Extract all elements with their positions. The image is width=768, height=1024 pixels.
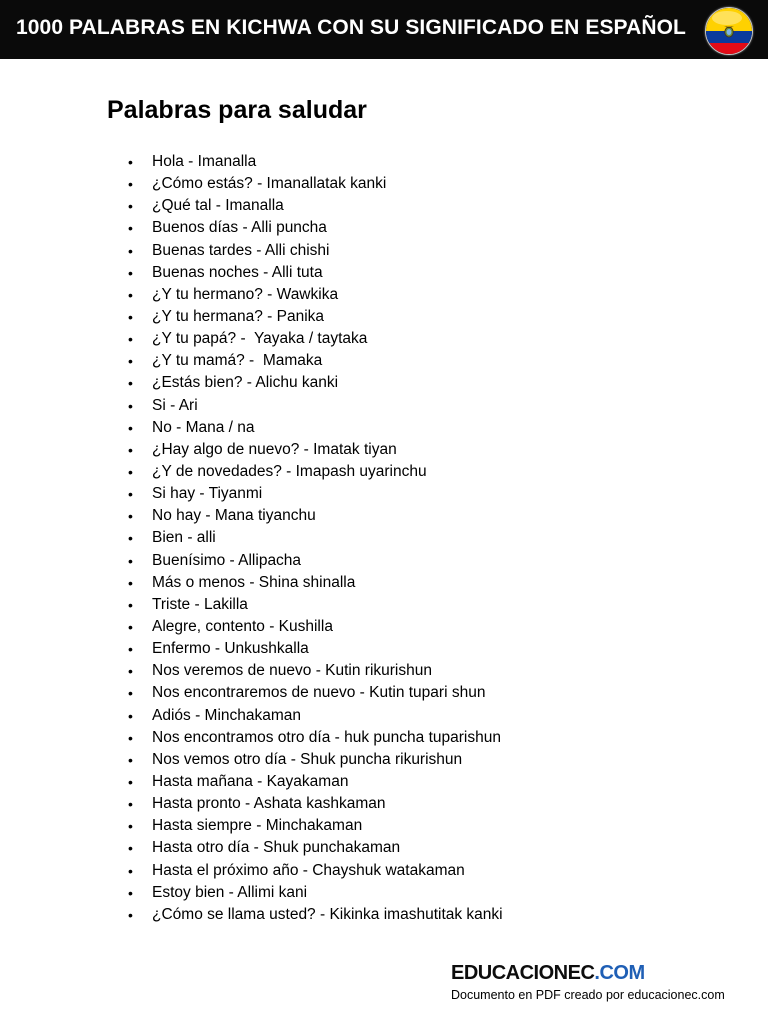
bullet-point: • xyxy=(128,796,133,813)
list-item xyxy=(128,727,503,749)
footer-caption: Documento en PDF creado por educacionec.com xyxy=(451,988,725,1002)
bullet-point: • xyxy=(128,663,133,680)
bullet-point: • xyxy=(128,331,133,348)
list-item xyxy=(128,173,503,195)
list-item-text: Buenas noches - Alli tuta xyxy=(152,263,323,281)
list-item-text: Bien - alli xyxy=(152,529,216,547)
bullet-point: • xyxy=(128,618,133,635)
list-item xyxy=(128,306,503,328)
list-item xyxy=(128,217,503,239)
bullet-point: • xyxy=(128,641,133,658)
list-item-text: Nos veremos de nuevo - Kutin rikurishun xyxy=(152,662,432,680)
bullet-point: • xyxy=(128,220,133,237)
page-title: 1000 PALABRAS EN KICHWA CON SU SIGNIFICADO EN ESPAÑOL xyxy=(16,16,686,39)
bullet-point: • xyxy=(128,486,133,503)
bullet-point: • xyxy=(128,530,133,547)
list-item-text: Triste - Lakilla xyxy=(152,595,248,613)
ecuador-flag-icon xyxy=(705,7,753,55)
bullet-point: • xyxy=(128,707,133,724)
list-item-text: ¿Y de novedades? - Imapash uyarinchu xyxy=(152,462,427,480)
bullet-point: • xyxy=(128,685,133,702)
list-item-text: ¿Cómo se llama usted? - Kikinka imashutitak kanki xyxy=(152,905,503,923)
list-item xyxy=(128,749,503,771)
bullet-point: • xyxy=(128,353,133,370)
list-item xyxy=(128,771,503,793)
list-item xyxy=(128,793,503,815)
list-item-text: Si hay - Tiyanmi xyxy=(152,485,263,503)
list-item xyxy=(128,505,503,527)
bullet-point: • xyxy=(128,596,133,613)
list-item xyxy=(128,550,503,572)
bullet-point: • xyxy=(128,176,133,193)
list-item-text: Más o menos - Shina shinalla xyxy=(152,573,356,591)
list-item-text: Hasta siempre - Minchakaman xyxy=(152,817,363,835)
list-item xyxy=(128,350,503,372)
list-item xyxy=(128,882,503,904)
list-item-text: ¿Y tu hermana? - Panika xyxy=(152,307,325,325)
bullet-point: • xyxy=(128,884,133,901)
bullet-point: • xyxy=(128,840,133,857)
bullet-point: • xyxy=(128,751,133,768)
bullet-point: • xyxy=(128,198,133,215)
list-item-text: Nos encontraremos de nuevo - Kutin tupari shun xyxy=(152,684,486,702)
list-item-text: Buenísimo - Allipacha xyxy=(152,551,302,569)
list-item xyxy=(128,904,503,926)
list-item-text: Buenos días - Alli puncha xyxy=(152,219,327,237)
bullet-point: • xyxy=(128,729,133,746)
list-item xyxy=(128,616,503,638)
list-item xyxy=(128,638,503,660)
bullet-point: • xyxy=(128,242,133,259)
list-item-text: Alegre, contento - Kushilla xyxy=(152,617,333,635)
list-item-text: Estoy bien - Allimi kani xyxy=(152,883,308,901)
list-item-text: ¿Qué tal - Imanalla xyxy=(152,197,284,215)
list-item xyxy=(128,682,503,704)
list-item xyxy=(128,240,503,262)
list-item-text: ¿Y tu papá? - Yayaka / taytaka xyxy=(152,330,368,348)
bullet-point: • xyxy=(128,286,133,303)
bullet-point: • xyxy=(128,264,133,281)
vocabulary-list xyxy=(128,151,503,926)
list-item-text: Hasta el próximo año - Chayshuk watakaman xyxy=(152,861,465,879)
bullet-point: • xyxy=(128,397,133,414)
list-item-text: ¿Cómo estás? - Imanallatak kanki xyxy=(152,175,387,193)
list-item xyxy=(128,395,503,417)
list-item-text: Enfermo - Unkushkalla xyxy=(152,640,309,658)
list-item xyxy=(128,372,503,394)
list-item xyxy=(128,815,503,837)
logo-tld-text: .COM xyxy=(594,962,645,984)
list-item-text: No - Mana / na xyxy=(152,418,255,436)
list-item-text: ¿Y tu hermano? - Wawkika xyxy=(152,285,339,303)
list-item-text: Hasta mañana - Kayakaman xyxy=(152,772,349,790)
list-item xyxy=(128,417,503,439)
list-item-text: No hay - Mana tiyanchu xyxy=(152,507,316,525)
list-item xyxy=(128,572,503,594)
logo-main-text: EDUCACIONEC xyxy=(451,962,595,984)
list-item xyxy=(128,660,503,682)
bullet-point: • xyxy=(128,552,133,569)
list-item-text: Buenas tardes - Alli chishi xyxy=(152,241,330,259)
list-item-text: Hasta pronto - Ashata kashkaman xyxy=(152,795,386,813)
bullet-point: • xyxy=(128,463,133,480)
bullet-point: • xyxy=(128,419,133,436)
list-item xyxy=(128,439,503,461)
list-item-text: ¿Hay algo de nuevo? - Imatak tiyan xyxy=(152,440,397,458)
list-item-text: Hasta otro día - Shuk punchakaman xyxy=(152,839,401,857)
section-title: Palabras para saludar xyxy=(107,96,367,124)
list-item xyxy=(128,527,503,549)
list-item xyxy=(128,461,503,483)
bullet-point: • xyxy=(128,906,133,923)
list-item xyxy=(128,328,503,350)
list-item xyxy=(128,594,503,616)
bullet-point: • xyxy=(128,818,133,835)
list-item xyxy=(128,195,503,217)
list-item xyxy=(128,284,503,306)
list-item xyxy=(128,483,503,505)
header-bar xyxy=(0,0,768,59)
list-item xyxy=(128,151,503,173)
bullet-point: • xyxy=(128,862,133,879)
bullet-point: • xyxy=(128,308,133,325)
bullet-point: • xyxy=(128,441,133,458)
list-item-text: Nos vemos otro día - Shuk puncha rikurishun xyxy=(152,750,463,768)
bullet-point: • xyxy=(128,375,133,392)
list-item xyxy=(128,705,503,727)
educacionec-logo xyxy=(451,962,645,985)
bullet-point: • xyxy=(128,773,133,790)
list-item-text: Nos encontramos otro día - huk puncha tuparishun xyxy=(152,728,501,746)
list-item xyxy=(128,860,503,882)
list-item-text: ¿Estás bien? - Alichu kanki xyxy=(152,374,339,392)
list-item xyxy=(128,837,503,859)
bullet-point: • xyxy=(128,154,133,170)
list-item-text: Hola - Imanalla xyxy=(152,153,257,170)
list-item-text: Si - Ari xyxy=(152,396,198,414)
list-item xyxy=(128,262,503,284)
list-item-text: ¿Y tu mamá? - Mamaka xyxy=(152,352,323,370)
bullet-point: • xyxy=(128,574,133,591)
bullet-point: • xyxy=(128,508,133,525)
list-item-text: Adiós - Minchakaman xyxy=(152,706,302,724)
